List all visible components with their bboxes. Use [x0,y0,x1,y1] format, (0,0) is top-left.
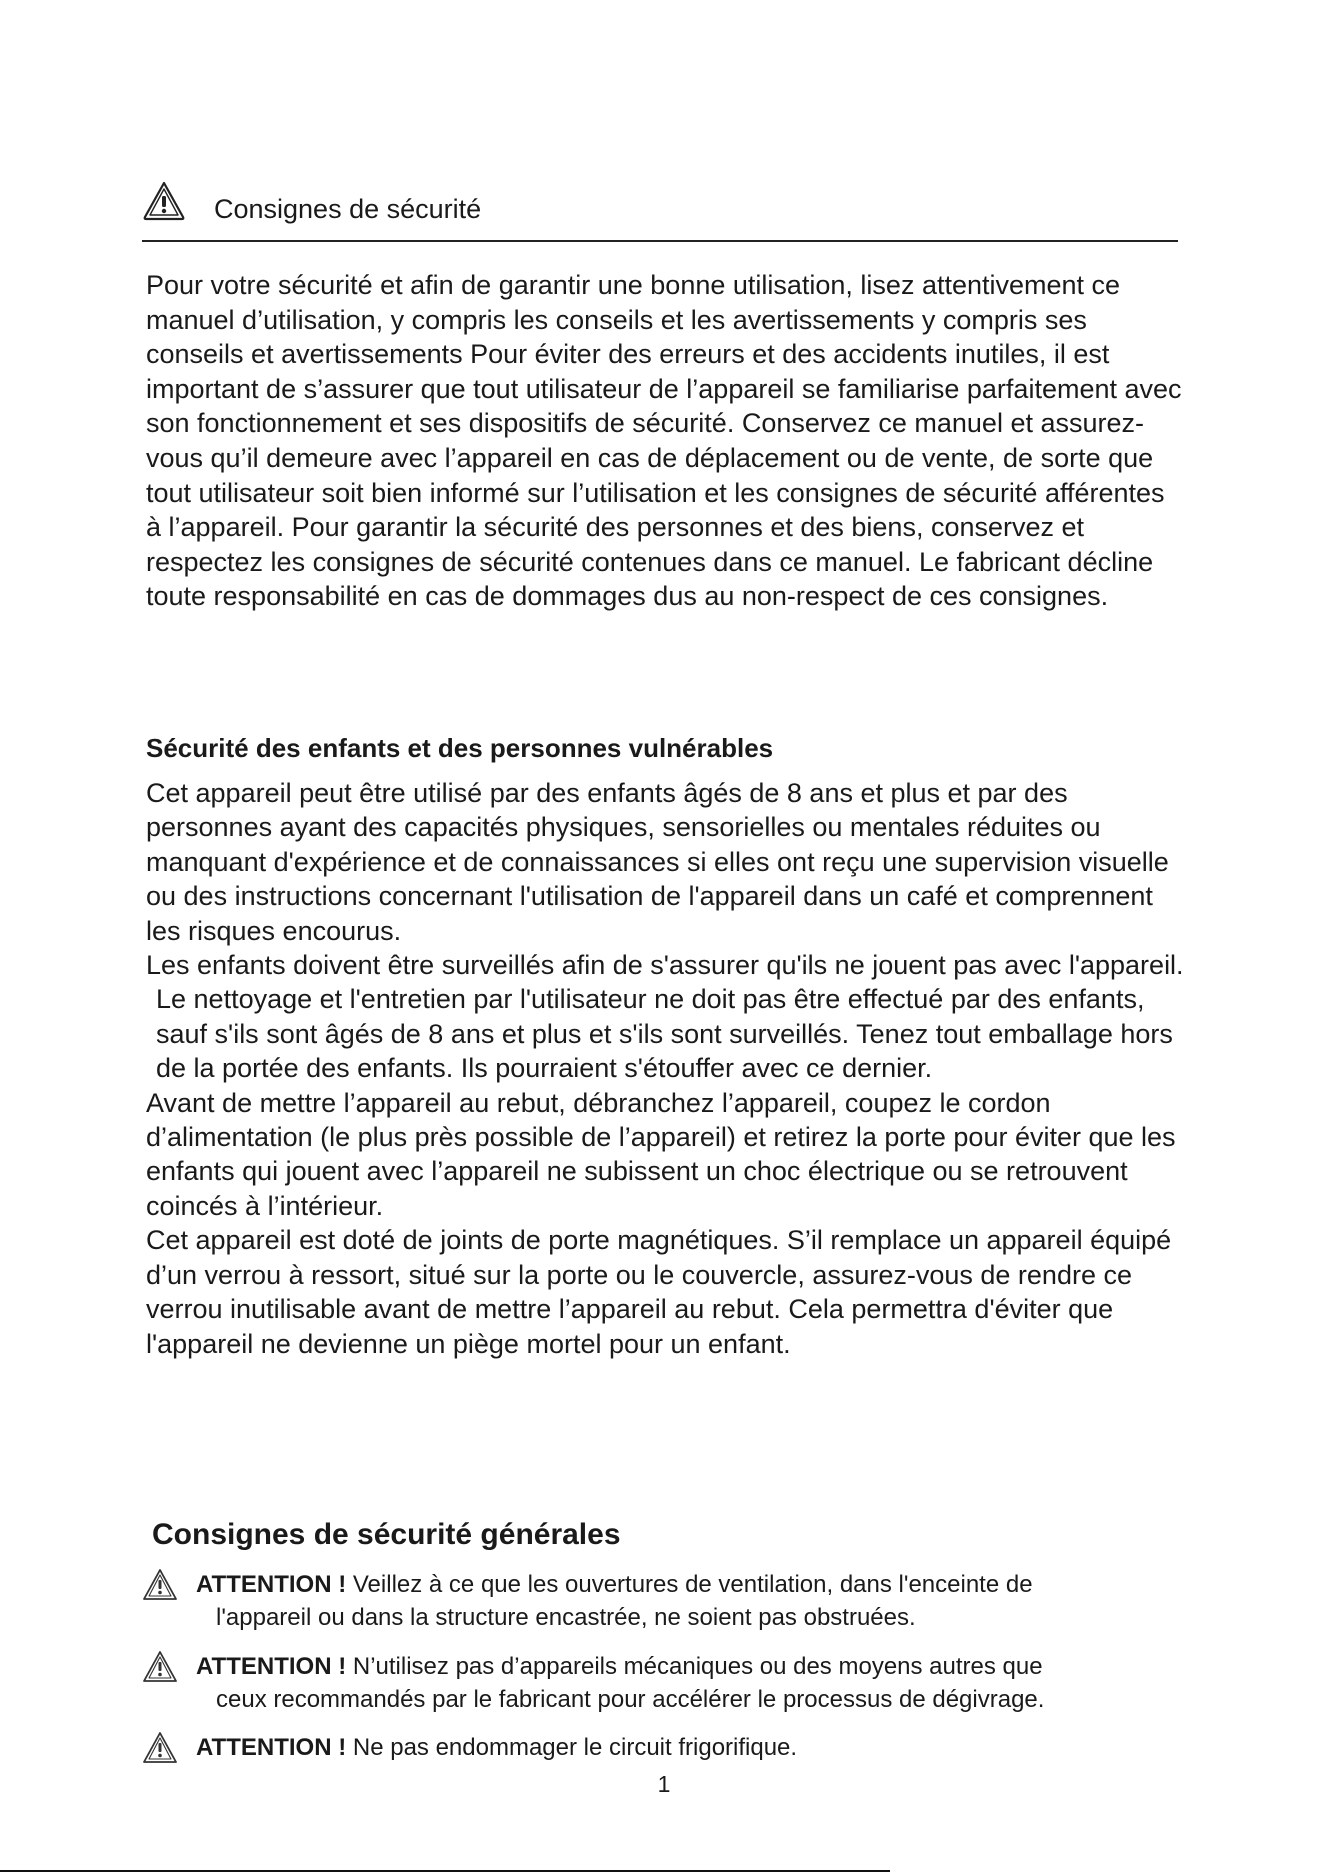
page-number: 1 [657,1771,671,1797]
warning-item [142,1650,1182,1716]
intro-paragraph: Pour votre sécurité et afin de garantir une bonne utilisation, lisez attentivement ce manuel d’utilisation, y compris les conseils et les avertissements y compris ses conseils et avertissements Pour éviter des erreurs et des accidents inutiles, il est important de s’assurer que tout utilisateur de l’appareil se familiarise parfaitement avec son fonctionnement et ses dispositifs de sécurité. Conservez ce manuel et assurez-vous qu’il demeure avec l’appareil en cas de déplacement ou de vente, de sorte que tout utilisateur soit bien informé sur l’utilisation et les consignes de sécurité afférentes à l’appareil. Pour garantir la sécurité des personnes et des biens, conservez et respectez les consignes de sécurité contenues dans ce manuel. Le fabricant décline toute responsabilité en cas de dommages dus au non-respect de ces consignes. [146,270,1182,612]
section-header [142,176,1178,242]
children-paragraph: Cet appareil peut être utilisé par des enfants âgés de 8 ans et plus et par des personnes ayant des capacités physiques, sensorielles ou mentales réduites ou manquant d'expérience et de connaissances si elles ont reçu une supervision visuelle ou des instructions concernant l'utilisation de l'appareil dans un café et comprennent les risques encourus. [146,778,1169,946]
warning-text: Veillez à ce que les ouvertures de ventilation, dans l'enceinte de [352,1571,1033,1598]
warning-label: ATTENTION ! [196,1734,347,1761]
warning-item [142,1568,1182,1634]
page-title: Consignes de sécurité [214,194,482,224]
children-safety-heading: Sécurité des enfants et des personnes vulnérables [146,733,774,763]
warning-label: ATTENTION ! [196,1653,347,1680]
children-paragraph: Cet appareil est doté de joints de porte magnétiques. S’il remplace un appareil équipé d’un verrou à ressort, situé sur la porte ou le couvercle, assurez-vous de rendre ce verrou inutilisable avant de mettre l’appareil au rebut. Cela permettra d'éviter que l'appareil ne devienne un piège mortel pour un enfant. [146,1225,1172,1359]
children-safety-text [146,776,1186,1361]
warning-text-continued: l'appareil ou dans la structure encastrée, ne soient pas obstruées. [216,1604,916,1631]
warning-text: N’utilisez pas d’appareils mécaniques ou des moyens autres que [352,1653,1043,1680]
warning-triangle-icon [142,1650,178,1684]
warning-text: Ne pas endommager le circuit frigorifique. [352,1734,798,1761]
children-paragraph: Les enfants doivent être surveillés afin de s'assurer qu'ils ne jouent pas avec l'appareil. [146,950,1184,981]
general-safety-heading: Consignes de sécurité générales [152,1518,621,1551]
warning-triangle-icon [142,1568,178,1602]
warning-label: ATTENTION ! [196,1571,347,1598]
warning-text-continued: ceux recommandés par le fabricant pour accélérer le processus de dégivrage. [216,1686,1045,1713]
children-paragraph: Avant de mettre l’appareil au rebut, débranchez l’appareil, coupez le cordon d’alimentation (le plus près possible de l’appareil) et retirez la porte pour éviter que les enfants qui jouent avec l’appareil ne subissent un choc électrique ou se retrouvent coincés à l’intérieur. [146,1087,1176,1221]
warning-triangle-icon [142,180,186,222]
warning-item [142,1731,1182,1764]
warning-triangle-icon [142,1731,178,1765]
children-paragraph: Le nettoyage et l'entretien par l'utilisateur ne doit pas être effectué par des enfants, sauf s'ils sont âgés de 8 ans et plus et s'ils sont surveillés. Tenez tout emballage hors de la portée des enfants. Ils pourraient s'étouffer avec ce dernier. [156,984,1173,1084]
